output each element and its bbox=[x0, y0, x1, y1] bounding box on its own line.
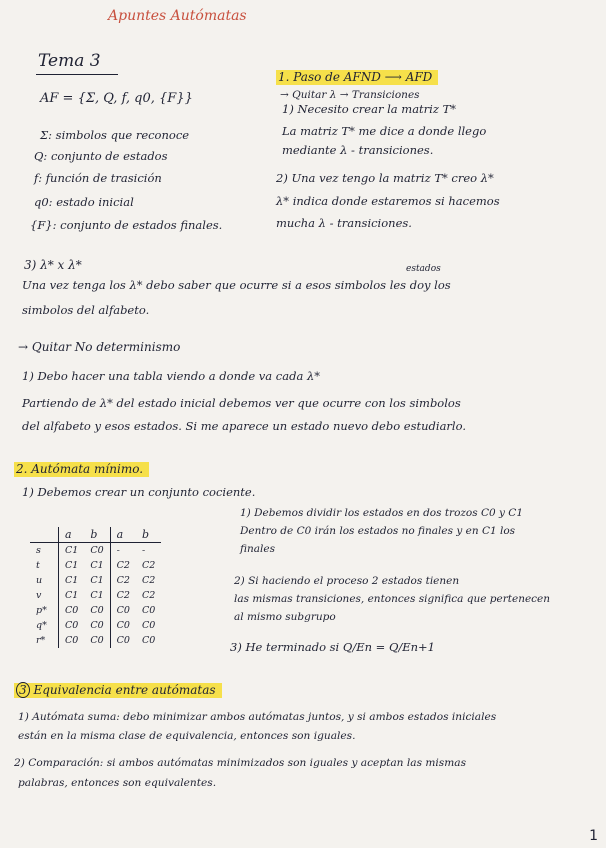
no-det-line: 1) Debo hacer una tabla viendo a donde va cada λ* bbox=[22, 369, 321, 383]
sec1-line: → Quitar λ → Transiciones bbox=[280, 89, 420, 101]
def-q: Q: conjunto de estados bbox=[34, 149, 168, 163]
sec2-right-line: 1) Debemos dividir los estados en dos trozos C0 y C1 bbox=[240, 507, 524, 519]
no-det-line: Partiendo de λ* del estado inicial debemos ver que ocurre con los simbolos bbox=[22, 396, 461, 410]
page-number: 1 bbox=[589, 828, 598, 844]
table-row: q* C0 C0 C0 C0 bbox=[36, 620, 156, 631]
section-2-heading: 2. Autómata mínimo. bbox=[14, 462, 149, 476]
section-1-heading: 1. Paso de AFND ⟶ AFD bbox=[276, 70, 438, 84]
sec2-right-line: finales bbox=[240, 543, 275, 555]
table-row: u C1 C1 C2 C2 bbox=[36, 575, 156, 586]
sec1-line: mediante λ - transiciones. bbox=[282, 143, 434, 157]
sec1-line: mucha λ - transiciones. bbox=[276, 216, 412, 230]
no-det-heading: → Quitar No determinismo bbox=[18, 340, 181, 354]
def-finals: {F}: conjunto de estados finales. bbox=[30, 218, 223, 232]
sec1-line: 2) Una vez tengo la matriz T* creo λ* bbox=[276, 171, 494, 185]
step3-heading: 3) λ* x λ* bbox=[24, 258, 82, 272]
tema-underline bbox=[36, 74, 118, 75]
sec2-right-line: al mismo subgrupo bbox=[234, 611, 336, 623]
step3-note: estados bbox=[406, 264, 441, 274]
tema-heading: Tema 3 bbox=[38, 51, 101, 71]
def-f: f: función de trasición bbox=[34, 171, 162, 185]
table-row: v C1 C1 C2 C2 bbox=[36, 590, 156, 601]
no-det-line: del alfabeto y esos estados. Si me aparece un estado nuevo debo estudiarlo. bbox=[22, 419, 466, 433]
quotient-table: a b a b s C1 C0 - - t C1 C1 C2 C2 u C1 C1 C2 C2 v C1 C1 C2 C2 p* C0 C0 C0 C0 q* C0 C0 C0 C0 r* C0 C0 C0 C0 bbox=[30, 527, 161, 648]
sec3-line: palabras, entonces son equivalentes. bbox=[18, 777, 217, 789]
sec3-line: 1) Autómata suma: debo minimizar ambos autómatas juntos, y si ambos estados iniciales bbox=[18, 711, 497, 723]
section-3-heading: 3 Equivalencia entre autómatas bbox=[14, 683, 222, 697]
sec2-right-line: Dentro de C0 irán los estados no finales y en C1 los bbox=[240, 525, 516, 537]
af-definition: AF = {Σ, Q, f, q0, {F}} bbox=[40, 91, 193, 106]
sec2-line: 1) Debemos crear un conjunto cociente. bbox=[22, 485, 256, 499]
step3-line: Una vez tenga los λ* debo saber que ocurre si a esos simbolos les doy los bbox=[22, 278, 451, 292]
sec2-right-line: 3) He terminado si Q/En = Q/En+1 bbox=[230, 640, 436, 654]
sec2-right-line: 2) Si haciendo el proceso 2 estados tienen bbox=[234, 575, 460, 587]
table-row: t C1 C1 C2 C2 bbox=[36, 560, 156, 571]
table-row: p* C0 C0 C0 C0 bbox=[36, 605, 156, 616]
sec2-right-line: las mismas transiciones, entonces significa que pertenecen bbox=[234, 593, 551, 605]
table-row: r* C0 C0 C0 C0 bbox=[36, 635, 156, 646]
page-title: Apuntes Autómatas bbox=[108, 8, 247, 24]
def-sigma: Σ: simbolos que reconoce bbox=[40, 128, 190, 142]
step3-line: simbolos del alfabeto. bbox=[22, 303, 150, 317]
section-number: 3 bbox=[16, 682, 30, 698]
sec1-line: 1) Necesito crear la matriz T* bbox=[282, 102, 456, 116]
def-q0: q0: estado inicial bbox=[34, 195, 134, 209]
table-row: s C1 C0 - - bbox=[30, 543, 161, 559]
sec1-line: λ* indica donde estaremos si hacemos bbox=[276, 194, 500, 208]
sec3-line: 2) Comparación: si ambos autómatas minimizados son iguales y aceptan las mismas bbox=[14, 757, 467, 769]
sec3-line: están en la misma clase de equivalencia, entonces son iguales. bbox=[18, 730, 356, 742]
sec1-line: La matriz T* me dice a donde llego bbox=[282, 124, 487, 138]
